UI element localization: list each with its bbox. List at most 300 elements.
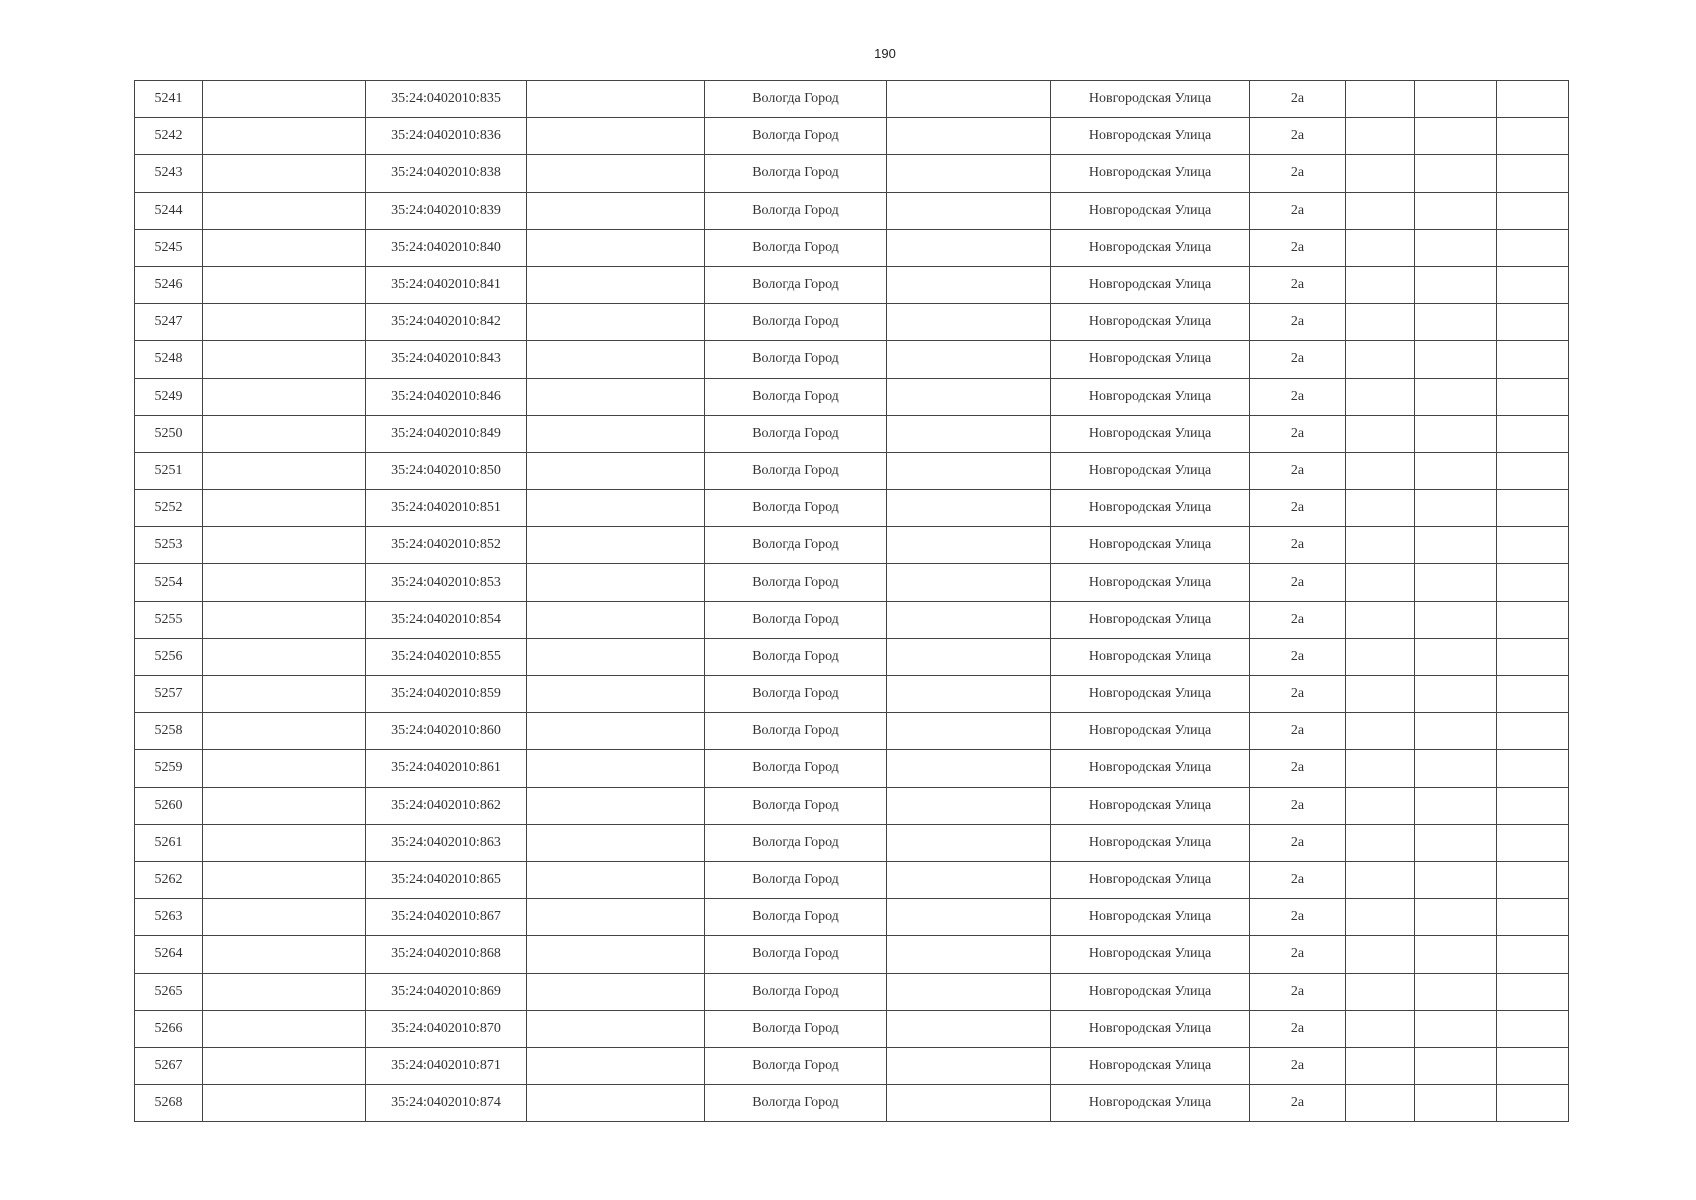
cell-empty <box>203 824 366 861</box>
cell-empty <box>203 936 366 973</box>
cell-empty <box>203 787 366 824</box>
cell-cadastral-number: 35:24:0402010:839 <box>366 192 527 229</box>
cell-empty <box>1497 229 1569 266</box>
cell-empty <box>1497 601 1569 638</box>
cell-house: 2а <box>1250 378 1346 415</box>
cell-city: Вологда Город <box>705 713 887 750</box>
cell-empty <box>887 601 1051 638</box>
cell-empty <box>203 1085 366 1122</box>
cell-number: 5243 <box>135 155 203 192</box>
cell-empty <box>887 415 1051 452</box>
table-row <box>135 936 1569 973</box>
cell-cadastral-number: 35:24:0402010:841 <box>366 266 527 303</box>
cell-number: 5255 <box>135 601 203 638</box>
cell-empty <box>1415 601 1497 638</box>
cell-empty <box>887 1010 1051 1047</box>
cell-cadastral-number: 35:24:0402010:862 <box>366 787 527 824</box>
cell-empty <box>203 861 366 898</box>
table-row <box>135 638 1569 675</box>
cell-number: 5263 <box>135 899 203 936</box>
cell-empty <box>1346 378 1415 415</box>
cell-house: 2а <box>1250 192 1346 229</box>
cell-empty <box>1346 490 1415 527</box>
cell-city: Вологда Город <box>705 899 887 936</box>
cell-empty <box>1346 81 1415 118</box>
cell-empty <box>887 341 1051 378</box>
cell-street: Новгородская Улица <box>1051 1047 1250 1084</box>
cell-empty <box>203 1010 366 1047</box>
cell-city: Вологда Город <box>705 192 887 229</box>
cell-empty <box>1497 452 1569 489</box>
cell-empty <box>1415 1010 1497 1047</box>
cell-street: Новгородская Улица <box>1051 81 1250 118</box>
cell-empty <box>1346 936 1415 973</box>
cell-empty <box>203 601 366 638</box>
cell-empty <box>527 490 705 527</box>
cell-street: Новгородская Улица <box>1051 155 1250 192</box>
cell-empty <box>887 973 1051 1010</box>
cell-empty <box>1415 713 1497 750</box>
cell-empty <box>1497 266 1569 303</box>
cell-empty <box>527 713 705 750</box>
cell-cadastral-number: 35:24:0402010:850 <box>366 452 527 489</box>
cell-empty <box>1497 155 1569 192</box>
cell-empty <box>527 527 705 564</box>
cell-empty <box>203 527 366 564</box>
cell-number: 5250 <box>135 415 203 452</box>
table-row <box>135 490 1569 527</box>
cell-house: 2а <box>1250 787 1346 824</box>
cell-empty <box>887 564 1051 601</box>
cell-house: 2а <box>1250 713 1346 750</box>
cell-house: 2а <box>1250 229 1346 266</box>
cell-street: Новгородская Улица <box>1051 527 1250 564</box>
cell-street: Новгородская Улица <box>1051 750 1250 787</box>
cell-cadastral-number: 35:24:0402010:859 <box>366 676 527 713</box>
cell-number: 5265 <box>135 973 203 1010</box>
cell-empty <box>203 118 366 155</box>
cell-empty <box>1415 787 1497 824</box>
cell-house: 2а <box>1250 341 1346 378</box>
cell-empty <box>527 638 705 675</box>
cell-empty <box>527 601 705 638</box>
cell-cadastral-number: 35:24:0402010:854 <box>366 601 527 638</box>
cell-house: 2а <box>1250 118 1346 155</box>
cell-empty <box>1497 973 1569 1010</box>
cell-street: Новгородская Улица <box>1051 304 1250 341</box>
table-row <box>135 192 1569 229</box>
cell-empty <box>527 304 705 341</box>
table-row <box>135 787 1569 824</box>
cell-street: Новгородская Улица <box>1051 936 1250 973</box>
cell-cadastral-number: 35:24:0402010:861 <box>366 750 527 787</box>
table-row <box>135 861 1569 898</box>
cell-empty <box>203 713 366 750</box>
cell-city: Вологда Город <box>705 527 887 564</box>
cell-city: Вологда Город <box>705 304 887 341</box>
cell-city: Вологда Город <box>705 155 887 192</box>
cell-empty <box>527 155 705 192</box>
cell-empty <box>1415 1085 1497 1122</box>
cell-empty <box>1346 824 1415 861</box>
cell-empty <box>887 490 1051 527</box>
cell-empty <box>1497 341 1569 378</box>
cell-empty <box>203 973 366 1010</box>
cell-cadastral-number: 35:24:0402010:853 <box>366 564 527 601</box>
table-row <box>135 415 1569 452</box>
cell-empty <box>203 415 366 452</box>
cell-empty <box>527 1010 705 1047</box>
cell-empty <box>1415 81 1497 118</box>
cell-house: 2а <box>1250 601 1346 638</box>
cell-house: 2а <box>1250 266 1346 303</box>
table-row <box>135 1085 1569 1122</box>
cell-empty <box>1497 490 1569 527</box>
cell-empty <box>1415 527 1497 564</box>
cell-empty <box>1346 973 1415 1010</box>
cell-empty <box>1415 378 1497 415</box>
cell-cadastral-number: 35:24:0402010:869 <box>366 973 527 1010</box>
cell-street: Новгородская Улица <box>1051 415 1250 452</box>
cell-number: 5262 <box>135 861 203 898</box>
cell-house: 2а <box>1250 899 1346 936</box>
cell-house: 2а <box>1250 861 1346 898</box>
cell-number: 5241 <box>135 81 203 118</box>
cell-empty <box>1346 304 1415 341</box>
cell-city: Вологда Город <box>705 601 887 638</box>
cell-city: Вологда Город <box>705 415 887 452</box>
cell-empty <box>1346 750 1415 787</box>
cell-street: Новгородская Улица <box>1051 341 1250 378</box>
cell-empty <box>1497 1010 1569 1047</box>
cell-cadastral-number: 35:24:0402010:836 <box>366 118 527 155</box>
cell-empty <box>887 378 1051 415</box>
cell-empty <box>1346 638 1415 675</box>
cell-empty <box>1497 378 1569 415</box>
table-row <box>135 81 1569 118</box>
cell-empty <box>1497 824 1569 861</box>
cell-city: Вологда Город <box>705 861 887 898</box>
cell-city: Вологда Город <box>705 973 887 1010</box>
table-row <box>135 1047 1569 1084</box>
cell-empty <box>887 229 1051 266</box>
page-number: 190 <box>874 46 896 61</box>
cell-empty <box>527 81 705 118</box>
table-row <box>135 899 1569 936</box>
cell-city: Вологда Город <box>705 676 887 713</box>
cell-city: Вологда Город <box>705 750 887 787</box>
cell-house: 2а <box>1250 750 1346 787</box>
cell-empty <box>203 1047 366 1084</box>
cell-house: 2а <box>1250 452 1346 489</box>
cell-empty <box>1346 155 1415 192</box>
cell-cadastral-number: 35:24:0402010:865 <box>366 861 527 898</box>
cell-empty <box>1346 787 1415 824</box>
cell-cadastral-number: 35:24:0402010:863 <box>366 824 527 861</box>
table-row <box>135 378 1569 415</box>
cell-cadastral-number: 35:24:0402010:855 <box>366 638 527 675</box>
cell-empty <box>203 341 366 378</box>
cell-empty <box>1346 1085 1415 1122</box>
cell-city: Вологда Город <box>705 229 887 266</box>
cell-empty <box>887 155 1051 192</box>
table-row <box>135 676 1569 713</box>
cell-empty <box>1415 750 1497 787</box>
cell-empty <box>1346 341 1415 378</box>
cell-number: 5248 <box>135 341 203 378</box>
cell-street: Новгородская Улица <box>1051 490 1250 527</box>
cell-house: 2а <box>1250 936 1346 973</box>
cell-empty <box>1497 899 1569 936</box>
cell-number: 5268 <box>135 1085 203 1122</box>
cell-street: Новгородская Улица <box>1051 638 1250 675</box>
cell-number: 5260 <box>135 787 203 824</box>
table-row <box>135 452 1569 489</box>
cell-empty <box>1497 1085 1569 1122</box>
cell-city: Вологда Город <box>705 638 887 675</box>
cell-cadastral-number: 35:24:0402010:851 <box>366 490 527 527</box>
cell-street: Новгородская Улица <box>1051 601 1250 638</box>
cell-empty <box>1415 229 1497 266</box>
cell-empty <box>203 304 366 341</box>
table-row <box>135 601 1569 638</box>
cell-empty <box>203 266 366 303</box>
cell-cadastral-number: 35:24:0402010:870 <box>366 1010 527 1047</box>
cell-house: 2а <box>1250 564 1346 601</box>
cell-empty <box>887 861 1051 898</box>
cell-empty <box>1346 266 1415 303</box>
cell-city: Вологда Город <box>705 452 887 489</box>
cell-empty <box>527 787 705 824</box>
cell-empty <box>527 415 705 452</box>
cell-empty <box>1497 676 1569 713</box>
cell-city: Вологда Город <box>705 787 887 824</box>
cell-empty <box>527 899 705 936</box>
cell-empty <box>1497 81 1569 118</box>
cell-cadastral-number: 35:24:0402010:843 <box>366 341 527 378</box>
registry-table <box>134 80 1569 1122</box>
cell-empty <box>203 676 366 713</box>
cell-street: Новгородская Улица <box>1051 861 1250 898</box>
cell-empty <box>887 266 1051 303</box>
cell-number: 5257 <box>135 676 203 713</box>
cell-empty <box>1346 1010 1415 1047</box>
cell-cadastral-number: 35:24:0402010:868 <box>366 936 527 973</box>
cell-empty <box>1415 490 1497 527</box>
cell-empty <box>887 750 1051 787</box>
cell-empty <box>887 638 1051 675</box>
cell-empty <box>1415 155 1497 192</box>
cell-empty <box>887 118 1051 155</box>
cell-empty <box>1497 118 1569 155</box>
cell-empty <box>527 1085 705 1122</box>
cell-empty <box>1415 824 1497 861</box>
table-row <box>135 564 1569 601</box>
cell-empty <box>1497 1047 1569 1084</box>
cell-cadastral-number: 35:24:0402010:849 <box>366 415 527 452</box>
cell-cadastral-number: 35:24:0402010:846 <box>366 378 527 415</box>
cell-street: Новгородская Улица <box>1051 713 1250 750</box>
cell-cadastral-number: 35:24:0402010:852 <box>366 527 527 564</box>
cell-number: 5253 <box>135 527 203 564</box>
cell-city: Вологда Город <box>705 81 887 118</box>
cell-number: 5258 <box>135 713 203 750</box>
cell-empty <box>527 973 705 1010</box>
cell-empty <box>203 155 366 192</box>
cell-empty <box>1415 973 1497 1010</box>
cell-city: Вологда Город <box>705 824 887 861</box>
cell-empty <box>1346 229 1415 266</box>
cell-empty <box>887 936 1051 973</box>
cell-empty <box>1415 676 1497 713</box>
cell-empty <box>203 192 366 229</box>
cell-empty <box>1346 192 1415 229</box>
cell-empty <box>1497 787 1569 824</box>
table-row <box>135 973 1569 1010</box>
cell-empty <box>1497 861 1569 898</box>
cell-number: 5244 <box>135 192 203 229</box>
cell-house: 2а <box>1250 638 1346 675</box>
cell-house: 2а <box>1250 527 1346 564</box>
cell-empty <box>1415 1047 1497 1084</box>
cell-empty <box>1346 676 1415 713</box>
cell-empty <box>887 304 1051 341</box>
cell-empty <box>887 1047 1051 1084</box>
cell-number: 5247 <box>135 304 203 341</box>
cell-street: Новгородская Улица <box>1051 192 1250 229</box>
cell-number: 5252 <box>135 490 203 527</box>
cell-house: 2а <box>1250 81 1346 118</box>
cell-empty <box>527 861 705 898</box>
cell-empty <box>203 378 366 415</box>
cell-city: Вологда Город <box>705 490 887 527</box>
cell-empty <box>527 750 705 787</box>
cell-empty <box>1497 192 1569 229</box>
cell-cadastral-number: 35:24:0402010:874 <box>366 1085 527 1122</box>
cell-empty <box>203 638 366 675</box>
cell-empty <box>887 899 1051 936</box>
cell-empty <box>1346 415 1415 452</box>
cell-empty <box>887 824 1051 861</box>
cell-empty <box>1497 638 1569 675</box>
cell-empty <box>1497 527 1569 564</box>
cell-empty <box>1415 452 1497 489</box>
cell-empty <box>1415 118 1497 155</box>
cell-number: 5254 <box>135 564 203 601</box>
table-row <box>135 304 1569 341</box>
cell-street: Новгородская Улица <box>1051 787 1250 824</box>
cell-empty <box>1346 527 1415 564</box>
cell-house: 2а <box>1250 304 1346 341</box>
cell-empty <box>527 936 705 973</box>
cell-street: Новгородская Улица <box>1051 229 1250 266</box>
cell-empty <box>1415 861 1497 898</box>
cell-number: 5256 <box>135 638 203 675</box>
cell-empty <box>1497 304 1569 341</box>
cell-empty <box>887 527 1051 564</box>
cell-empty <box>1415 341 1497 378</box>
cell-empty <box>527 676 705 713</box>
table-row <box>135 155 1569 192</box>
cell-empty <box>527 118 705 155</box>
table-row <box>135 750 1569 787</box>
cell-empty <box>203 229 366 266</box>
cell-house: 2а <box>1250 676 1346 713</box>
cell-empty <box>527 1047 705 1084</box>
cell-empty <box>1497 713 1569 750</box>
cell-city: Вологда Город <box>705 378 887 415</box>
cell-empty <box>527 341 705 378</box>
cell-empty <box>887 81 1051 118</box>
cell-empty <box>1346 899 1415 936</box>
cell-empty <box>203 899 366 936</box>
cell-number: 5261 <box>135 824 203 861</box>
cell-empty <box>1346 861 1415 898</box>
cell-empty <box>527 564 705 601</box>
table-row <box>135 713 1569 750</box>
cell-empty <box>887 192 1051 229</box>
cell-house: 2а <box>1250 1010 1346 1047</box>
cell-number: 5259 <box>135 750 203 787</box>
cell-city: Вологда Город <box>705 341 887 378</box>
cell-empty <box>527 192 705 229</box>
table-row <box>135 118 1569 155</box>
cell-empty <box>1497 936 1569 973</box>
cell-street: Новгородская Улица <box>1051 118 1250 155</box>
cell-empty <box>1497 564 1569 601</box>
cell-empty <box>1346 564 1415 601</box>
cell-empty <box>1415 192 1497 229</box>
cell-number: 5251 <box>135 452 203 489</box>
table-row <box>135 266 1569 303</box>
cell-street: Новгородская Улица <box>1051 973 1250 1010</box>
cell-number: 5264 <box>135 936 203 973</box>
cell-empty <box>203 490 366 527</box>
cell-cadastral-number: 35:24:0402010:840 <box>366 229 527 266</box>
cell-street: Новгородская Улица <box>1051 899 1250 936</box>
cell-empty <box>527 229 705 266</box>
cell-empty <box>1415 936 1497 973</box>
cell-city: Вологда Город <box>705 1010 887 1047</box>
cell-house: 2а <box>1250 1085 1346 1122</box>
cell-street: Новгородская Улица <box>1051 676 1250 713</box>
cell-empty <box>887 676 1051 713</box>
cell-cadastral-number: 35:24:0402010:838 <box>366 155 527 192</box>
cell-number: 5245 <box>135 229 203 266</box>
cell-empty <box>887 452 1051 489</box>
cell-empty <box>1415 638 1497 675</box>
table-row <box>135 1010 1569 1047</box>
cell-city: Вологда Город <box>705 936 887 973</box>
cell-cadastral-number: 35:24:0402010:871 <box>366 1047 527 1084</box>
cell-cadastral-number: 35:24:0402010:867 <box>366 899 527 936</box>
cell-empty <box>1346 118 1415 155</box>
cell-empty <box>1415 564 1497 601</box>
table-row <box>135 229 1569 266</box>
cell-cadastral-number: 35:24:0402010:860 <box>366 713 527 750</box>
cell-empty <box>203 452 366 489</box>
cell-empty <box>887 1085 1051 1122</box>
table-body <box>135 81 1569 1122</box>
cell-empty <box>1346 1047 1415 1084</box>
cell-empty <box>527 378 705 415</box>
cell-street: Новгородская Улица <box>1051 1085 1250 1122</box>
cell-city: Вологда Город <box>705 1085 887 1122</box>
cell-empty <box>887 713 1051 750</box>
cell-house: 2а <box>1250 973 1346 1010</box>
cell-number: 5246 <box>135 266 203 303</box>
cell-city: Вологда Город <box>705 1047 887 1084</box>
